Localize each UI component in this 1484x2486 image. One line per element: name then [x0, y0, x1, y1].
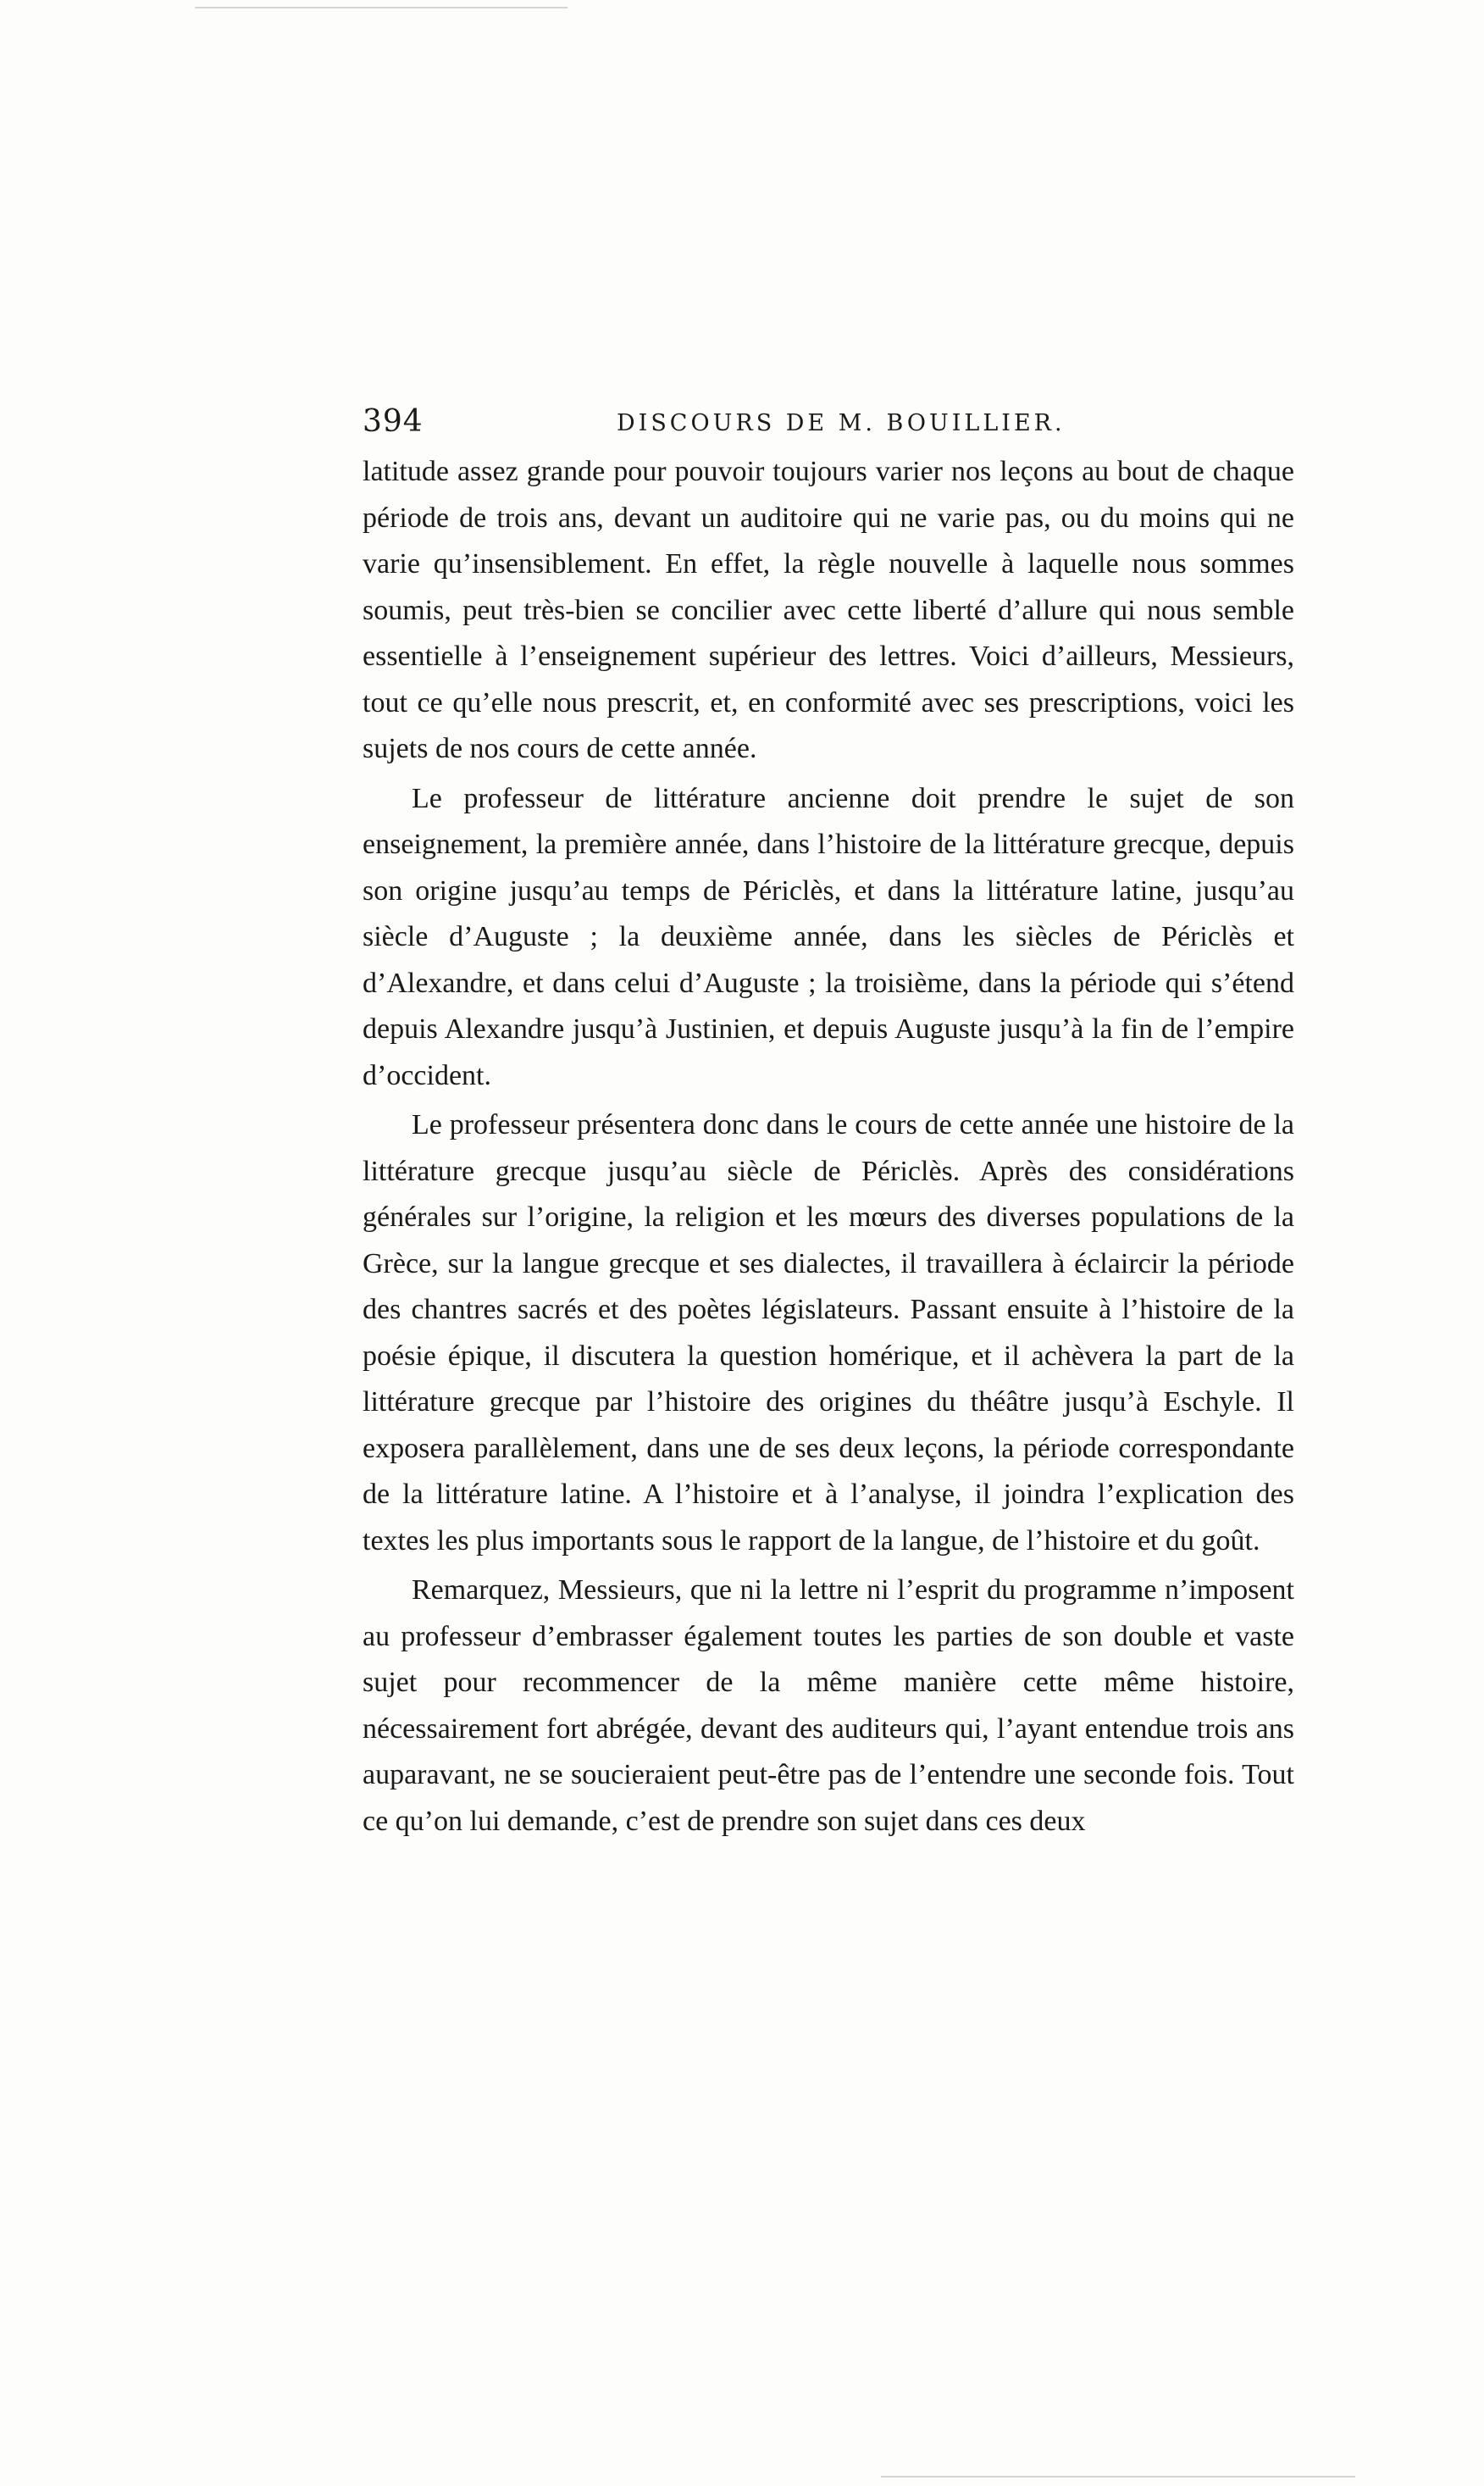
page-number: 394	[363, 404, 424, 439]
paragraph: Le professeur de littérature ancienne doit prendre le sujet de son enseignement, la première année, dans l’histoire de la littérature grecque, depuis son origine jusqu’au temps de Périclès, et dans la littérature latine, jusqu’au siècle d’Auguste ; la deuxième année, dans les siècles de Périclès et d’Alexandre, et dans celui d’Auguste ; la troisième, dans la période qui s’étend depuis Alexandre jusqu’à Justinien, et depuis Auguste jusqu’à la fin de l’empire d’occident.	[363, 782, 1294, 1091]
text-body	[363, 449, 1294, 1848]
paragraph: Remarquez, Messieurs, que ni la lettre ni l’esprit du programme n’imposent au professeur d’embrasser également toutes les parties de son double et vaste sujet pour recommencer de la même manière cette même histoire, nécessairement fort abrégée, devant des auditeurs qui, l’ayant entendue trois ans auparavant, ne se soucieraient peut-être pas de l’entendre une seconde fois. Tout ce qu’on lui demande, c’est de prendre son sujet dans ces deux	[363, 1574, 1294, 1837]
paragraph-continued: latitude assez grande pour pouvoir toujours varier nos leçons au bout de chaque période de trois ans, devant un auditoire qui ne varie pas, ou du moins qui ne varie qu’insensiblement. En effet, la règle nouvelle à laquelle nous sommes soumis, peut très-bien se concilier avec cette liberté d’allure qui nous semble essentielle à l’enseignement supérieur des lettres. Voici d’ailleurs, Messieurs, tout ce qu’elle nous prescrit, et, en conformité avec ses prescriptions, voici les sujets de nos cours de cette année.	[363, 456, 1294, 764]
running-title: DISCOURS DE M. BOUILLIER.	[617, 410, 1066, 436]
scan-artifact-bottom	[881, 2476, 1355, 2478]
paragraph: Le professeur présentera donc dans le cours de cette année une histoire de la littérature grecque jusqu’au siècle de Périclès. Après des considérations générales sur l’origine, la religion et les mœurs des diverses populations de la Grèce, sur la langue grecque et ses dialectes, il travaillera à éclaircir la période des chantres sacrés et des poètes législateurs. Passant ensuite à l’histoire de la poésie épique, il discutera la question homérique, et il achèvera la part de la littérature grecque par l’histoire des origines du théâtre jusqu’à Eschyle. Il exposera parallèlement, dans une de ses deux leçons, la période correspondante de la littérature latine. A l’histoire et à l’analyse, il joindra l’explication des textes les plus importants sous le rapport de la langue, de l’histoire et du goût.	[363, 1109, 1294, 1557]
scan-artifact-top	[195, 7, 568, 8]
running-head	[363, 397, 1294, 447]
